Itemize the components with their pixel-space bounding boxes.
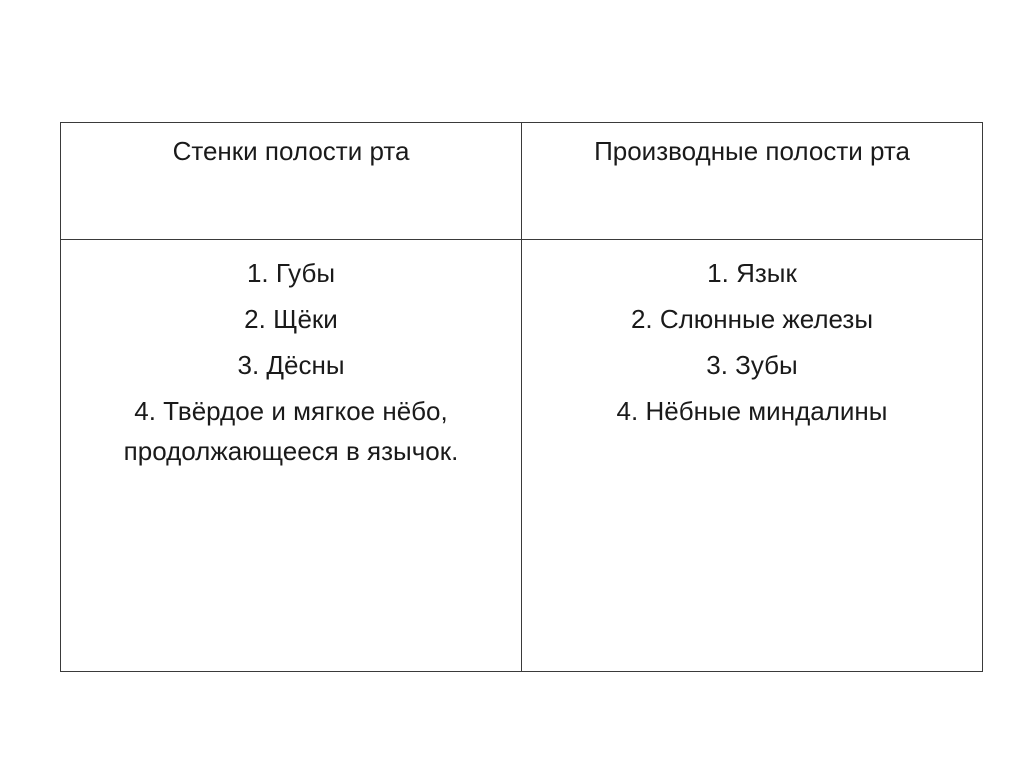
comparison-table xyxy=(60,122,983,672)
list-item: 4. Твёрдое и мягкое нёбо, продолжающееся в язычок. xyxy=(123,396,459,466)
header-cell-derivatives xyxy=(522,123,983,240)
list-item: 1. Язык xyxy=(707,258,797,288)
derivatives-list xyxy=(522,250,982,434)
table-header-row xyxy=(61,123,983,240)
derivatives-list-cell xyxy=(522,240,983,672)
header-cell-walls xyxy=(61,123,522,240)
table-body-row xyxy=(61,240,983,672)
list-item: 3. Дёсны xyxy=(237,350,345,380)
list-item: 2. Щёки xyxy=(244,304,338,334)
list-item: 2. Слюнные железы xyxy=(630,304,874,334)
header-derivatives-label: Производные полости рта xyxy=(594,136,910,166)
walls-list xyxy=(61,250,521,471)
header-walls-label: Стенки полости рта xyxy=(172,136,410,166)
walls-list-cell xyxy=(61,240,522,672)
list-item: 4. Нёбные миндалины xyxy=(616,396,888,426)
list-item: 3. Зубы xyxy=(706,350,798,380)
list-item: 1. Губы xyxy=(246,258,336,288)
